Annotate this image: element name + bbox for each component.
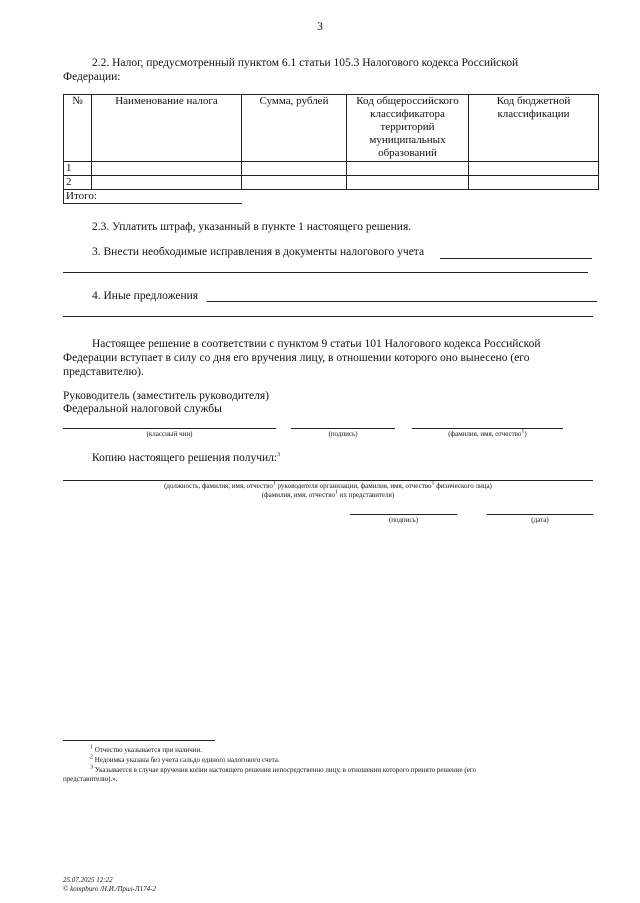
rank-caption: (классный чин) [146, 430, 193, 438]
page-number: 3 [317, 21, 323, 33]
rank-line [63, 428, 276, 429]
footnote-separator [63, 740, 215, 741]
header-tax-name: Наименование налога [92, 95, 242, 162]
decision-line1: Настоящее решение в соответствии с пунктом 9 статьи 101 Налогового кодекса Российской [92, 338, 541, 350]
table-row [64, 176, 599, 190]
stamp-doc: © kompburo /Н.И./Прил-Л174-2 [63, 885, 156, 893]
section-4: 4. Иные предложения [92, 290, 199, 302]
decision-line2: Федерации вступает в силу со дня его вручения лицу, в отношении которого оно вынесено (его [63, 352, 530, 364]
recipient-signature-caption: (подпись) [388, 516, 419, 524]
head-line1: Руководитель (заместитель руководителя) [63, 390, 269, 402]
section-2-2-line1: 2.2. Налог, предусмотренный пунктом 6.1 статьи 105.3 Налогового кодекса Российской [92, 57, 519, 69]
date-line [487, 514, 593, 515]
recipient-signature-line [350, 514, 457, 515]
row-num: 2 [64, 176, 92, 190]
stamp-date: 25.07.2025 12:22 [63, 876, 113, 884]
row-cell [242, 176, 347, 190]
table-row [64, 162, 599, 176]
table-total-row [64, 190, 599, 204]
date-caption: (дата) [531, 516, 549, 524]
row-cell [469, 162, 599, 176]
row-cell [92, 162, 242, 176]
row-num: 1 [64, 162, 92, 176]
fill-line [63, 316, 593, 317]
fill-line [207, 301, 597, 302]
recipient-line [63, 480, 593, 481]
row-cell [347, 176, 469, 190]
section-2-2-line2: Федерации: [63, 71, 121, 83]
representative-caption: (фамилия, имя, отчество$^1$ их представителя) [261, 489, 395, 499]
row-cell [469, 190, 599, 204]
tax-table [63, 94, 599, 204]
table-header-row [64, 95, 599, 162]
row-cell [469, 176, 599, 190]
row-cell [347, 190, 469, 204]
signature-caption: (подпись) [328, 430, 358, 438]
fill-line [440, 258, 592, 259]
total-label: Итого: [64, 190, 242, 204]
row-cell [92, 176, 242, 190]
row-cell [347, 162, 469, 176]
section-2-3: 2.3. Уплатить штраф, указанный в пункте 1 настоящего решения. [92, 221, 412, 233]
footnote-3: $^3$ Указывается в случае вручения копии настоящего решения непосредственно лицу, в отношении которого принято решение (его [90, 764, 477, 774]
fio-line [412, 428, 563, 429]
copy-received-label: Копию настоящего решения получил:$^3$ [92, 452, 281, 464]
section-3: 3. Внести необходимые исправления в документы налогового учета [92, 246, 425, 258]
header-oktmo: Код общероссийского классификатора территорий муниципальных образований [347, 95, 469, 162]
row-cell [242, 190, 347, 204]
row-cell [242, 162, 347, 176]
fill-line [63, 272, 588, 273]
footnote-3-cont: представителю).». [63, 775, 118, 783]
signature-line [291, 428, 395, 429]
header-amount: Сумма, рублей [242, 95, 347, 162]
fio-caption: (фамилия, имя, отчество$^1$) [448, 428, 527, 438]
decision-line3: представителю). [63, 366, 144, 378]
recipient-caption: (должность, фамилия, имя, отчество$^1$ руководителя организации, фамилия, имя, отчество$^1$ физического лица) [164, 480, 492, 490]
header-num: № [64, 95, 92, 162]
header-kbk: Код бюджетной классификации [469, 95, 599, 162]
head-line2: Федеральной налоговой службы [63, 403, 222, 415]
footnote-1: $^1$ Отчество указывается при наличии. [90, 744, 203, 754]
footnote-2: $^2$ Недоимка указана без учета сальдо единого налогового счета. [90, 754, 280, 764]
